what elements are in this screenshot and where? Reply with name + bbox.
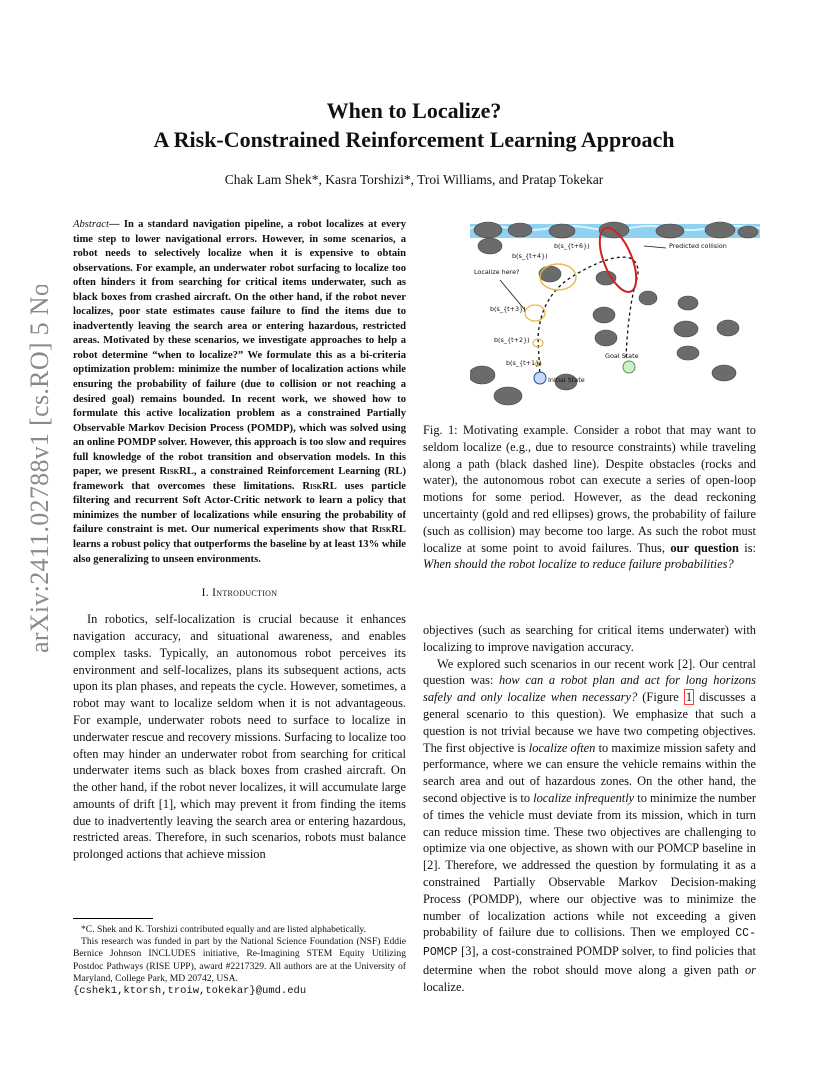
rock: [705, 222, 735, 238]
rock: [474, 222, 502, 238]
rock: [470, 366, 495, 384]
riskrl-name-1: RiskRL: [159, 466, 194, 478]
abstract-part-3: uses particle filtering and recurrent Soft Actor-Critic network to learn a policy that minimizes the number of localizations while ensuring the probability of failure constraint is met. Our numerical experiments show that: [73, 480, 406, 536]
section-heading-introduction: I. Introduction: [201, 587, 278, 600]
arxiv-stamp-text: arXiv:2411.02788v1 [cs.RO] 5 Nov 2024: [25, 285, 54, 653]
right-column-body: [423, 622, 756, 996]
p2-text-d: to maximize mission safety and performance, where we can ensure the vehicle remains within the search area and out of hazardous zones. On the other hand, the second objective is to: [423, 740, 756, 805]
rock: [539, 266, 561, 282]
authors: Chak Lam Shek*, Kasra Torshizi*, Troi Williams, and Pratap Tokekar: [224, 172, 604, 187]
title-line-1: When to Localize?: [326, 98, 502, 123]
paper-title: [0, 96, 828, 154]
label-predicted-collision: Predicted collision: [669, 242, 727, 250]
footnote-rule: [73, 918, 153, 919]
initial-state-marker: [534, 372, 546, 384]
goal-state-marker: [623, 361, 635, 373]
figure-1: [470, 218, 760, 410]
caption-question: When should the robot localize to reduce failure probabilities?: [423, 557, 734, 572]
left-column: [73, 218, 406, 863]
label-localize-here: Localize here?: [474, 268, 520, 276]
arxiv-stamp: [20, 285, 56, 655]
riskrl-name-2: RiskRL: [302, 480, 337, 492]
p2-text-a: We explored such scenarios in our recent work [2]. Our central question was:: [423, 656, 756, 688]
p2-text-f: [3], a cost-constrained POMDP solver, to find policies that determine when the robot should move along a given path: [423, 944, 756, 977]
rock: [508, 223, 532, 237]
footnote: [73, 918, 406, 997]
figure-1-caption: [423, 422, 756, 573]
intro-paragraph-left: In robotics, self-localization is crucial because it enhances navigation accuracy, and situational awareness, and enables complex tasks. Typically, an autonomous robot perceives its environment and self-localizes, plans its subsequent actions, acts upon its plan phases, and repeats the cycle. However, sometimes, a robot may want to localize seldom when it is not advantageous. For example, underwater robots need to surface to localize in underwater rescue and recovery missions. Surfacing to localize too often may hinder an underwater robot from searching for critical underwater items such as black boxes from crashed aircraft. On the other hand, if the robot never localizes, it will accumulate large amounts of drift [1], which may prevent it from finding the items due to inadvertently leaving the search area or entering hazardous, restricted areas. Therefore, in such scenarios, robots must balance prolonged actions that achieve mission: [73, 612, 406, 862]
footnote-line-2: This research was funded in part by the National Science Foundation (NSF) Eddie Bernice Johnson INCLUDES initiative, Re-Imagining STEM Equity Utilizing Postdoc Pathways (RISE UPP), award #2217329. All authors are at the University of Maryland, College Park, MD 20742, USA.: [73, 936, 406, 984]
label-goal-state: Goal State: [605, 352, 639, 360]
rock: [478, 238, 502, 254]
rock: [595, 330, 617, 346]
rock: [549, 224, 575, 238]
p2-italic-localize-often: localize often: [528, 740, 596, 755]
belief-ellipse-t3: [525, 305, 545, 321]
rock: [494, 387, 522, 405]
label-belief-t2: b(s_{t+2}): [494, 336, 530, 344]
label-belief-t3: b(s_{t+3}): [490, 305, 526, 313]
p2-italic-localize-infrequently: localize infrequently: [533, 790, 635, 805]
caption-text: Fig. 1: Motivating example. Consider a robot that may want to seldom localize (e.g., due to resource constraints) while traveling along a path (black dashed line). Despite obstacles (rocks and water), the autonomous robot can execute a series of open-loop motions for some period. However, as the dead reckoning uncertainty (gold and red ellipses) grows, the probability of failure (such as collision) may become too large. As such the robot must localize at some point to avoid failures. Thus,: [423, 423, 756, 555]
p2-text-e: to minimize the number of times the vehicle must deviate from its mission, which in turn can reduce mission time. These two objectives are challenging to optimize via one objective, as shown with our POMCP baseline in [2]. Therefore, we addressed the question by formulating it as a constrained Partially Observable Markov Decision-making Process (POMDP), where our objective was to minimize the number of localization actions while not exceeding a given probability of failure due to collisions. Then we employed: [423, 790, 757, 940]
caption-mid: is:: [738, 540, 756, 555]
abstract-part-4: learns a robust policy that outperforms the baseline by at least 13% while also generalizing to unseen environments.: [73, 539, 406, 565]
abstract-part-1: — In a standard navigation pipeline, a robot localizes at every time step to lower navigational errors. However, in some scenarios, a robot needs to selectively localize when it is expensive to obtain observations. For example, an underwater robot surfacing to localize too often hinders it from searching for critical items underwater, such as black boxes from crashed aircraft. On the other hand, if the robot never localizes, poor state estimates cause failure to find the items due to inadvertently leaving the search area or entering hazardous, restricted areas. Motivated by these scenarios, we investigate approaches to help a robot determine “when to localize?” We formulate this as a bi-criteria optimization problem: minimize the number of localization actions while ensuring the probability of failure (due to collision or not reaching a desired goal) remains bounded. In recent work, we showed how to formulate this active localization problem as a constrained Partially Observable Markov Decision Process (POMDP), which was solved using an online POMDP solver. However, this approach is too slow and requires full knowledge of the robot transition and observation models. In this paper, we present: [73, 219, 406, 478]
figure-ref-link[interactable]: 1: [685, 690, 693, 705]
label-belief-t4: b(s_{t+4}): [512, 252, 548, 260]
abstract-lead: Abstract: [73, 219, 109, 230]
abstract-part-2: , a constrained Reinforcement Learning (RL) framework that overcomes these limitations.: [73, 466, 407, 492]
caption-strong: our question: [670, 540, 739, 555]
rock: [639, 291, 657, 305]
rock: [677, 346, 699, 360]
footnote-emails: {cshek1,ktorsh,troiw,tokekar}@umd.edu: [73, 985, 307, 998]
label-belief-t6: b(s_{t+6}): [554, 242, 590, 250]
abstract: [73, 218, 406, 567]
riskrl-name-3: RiskRL: [371, 524, 406, 536]
rock: [596, 271, 616, 285]
rock: [717, 320, 739, 336]
rock: [712, 365, 736, 381]
p2-italic-or: or: [744, 962, 756, 977]
rock: [674, 321, 698, 337]
cc-pomcp-term: CC-POMCP: [423, 927, 756, 960]
rock: [656, 224, 684, 238]
label-initial-state: Initial State: [548, 376, 585, 384]
rock: [593, 307, 615, 323]
title-line-2: A Risk-Constrained Reinforcement Learning Approach: [153, 127, 675, 152]
p2-text-g: localize.: [423, 979, 465, 994]
rock: [678, 296, 698, 310]
intro-paragraph-right-2: [423, 656, 756, 996]
rock: [738, 226, 758, 238]
collision-arrow: [644, 246, 666, 248]
p2-italic-question: how can a robot plan and act for long horizons safely and only localize when necessary?: [423, 673, 756, 705]
label-belief-t1: b(s_{t+1}): [506, 359, 542, 367]
intro-paragraph-right-1: objectives (such as searching for critical items underwater) with localizing to improve navigation accuracy.: [423, 623, 756, 654]
p2-text-c: discusses a general scenario to this question). We emphasize that such a question is not trivial because we have two competing objectives. The first objective is: [423, 690, 756, 755]
footnote-line-1: *C. Shek and K. Torshizi contributed equally and are listed alphabetically.: [81, 924, 366, 935]
p2-text-b: (Figure: [637, 690, 684, 705]
